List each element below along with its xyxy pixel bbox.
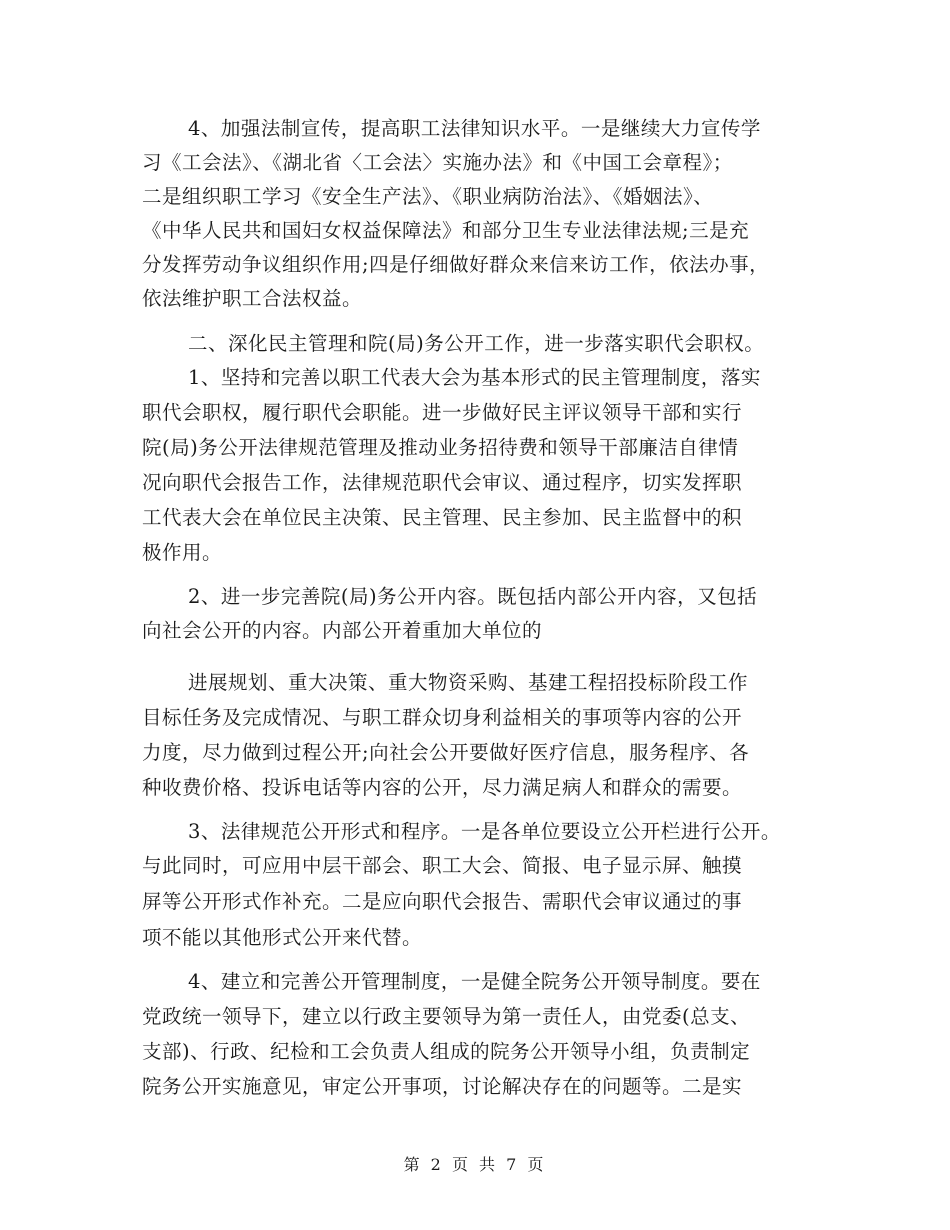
text-line: 向社会公开的内容。内部公开着重加大单位的 [142,619,543,642]
text-line: 进展规划、重大决策、重大物资采购、基建工程招投标阶段工作 [188,671,749,694]
text-line: 况向职代会报告工作，法律规范职代会审议、通过程序，切实发挥职 [142,471,743,494]
text-line: 《中华人民共和国妇女权益保障法》和部分卫生专业法律法规;三是充 [142,219,750,242]
text-line: 3、法律规范公开形式和程序。一是各单位要设立公开栏进行公开。 [188,820,781,843]
text-line: 院务公开实施意见，审定公开事项，讨论解决存在的问题等。二是实 [142,1075,743,1098]
text-line: 2、进一步完善院(局)务公开内容。既包括内部公开内容，又包括 [188,585,758,608]
page-number: 第 2 页 共 7 页 [403,1155,547,1174]
text-line: 种收费价格、投诉电话等内容的公开，尽力满足病人和群众的需要。 [142,776,743,799]
text-line: 项不能以其他形式公开来代替。 [142,926,423,949]
text-line: 职代会职权，履行职代会职能。进一步做好民主评议领导干部和实行 [142,401,743,424]
text-line: 4、加强法制宣传，提高职工法律知识水平。一是继续大力宣传学 [188,117,761,140]
text-line: 二是组织职工学习《安全生产法》、《职业病防治法》、《婚姻法》、 [142,185,714,208]
text-line: 极作用。 [142,541,223,564]
text-line: 习《工会法》、《湖北省〈工会法〉实施办法》和《中国工会章程》； [142,151,733,174]
text-line: 支部)、行政、纪检和工会负责人组成的院务公开领导小组，负责制定 [142,1040,751,1063]
text-line: 与此同时，可应用中层干部会、职工大会、简报、电子显示屏、触摸 [142,854,743,877]
text-line: 目标任务及完成情况、与职工群众切身利益相关的事项等内容的公开 [142,706,743,729]
text-line: 1、坚持和完善以职工代表大会为基本形式的民主管理制度，落实 [188,366,761,389]
text-line: 屏等公开形式作补充。二是应向职代会报告、需职代会审议通过的事 [142,890,743,913]
text-line: 院(局)务公开法律规范管理及推动业务招待费和领导干部廉洁自律情 [142,436,739,459]
text-line: 工代表大会在单位民主决策、民主管理、民主参加、民主监督中的积 [142,506,743,529]
text-line: 力度，尽力做到过程公开;向社会公开要做好医疗信息，服务程序、各 [142,741,750,764]
text-line: 分发挥劳动争议组织作用;四是仔细做好群众来信来访工作，依法办事， [142,253,770,276]
text-line: 党政统一领导下，建立以行政主要领导为第一责任人，由党委(总支、 [142,1005,751,1028]
text-line: 4、建立和完善公开管理制度，一是健全院务公开领导制度。要在 [188,970,761,993]
text-line: 依法维护职工合法权益。 [142,287,363,310]
section-heading: 二、深化民主管理和院(局)务公开工作，进一步落实职代会职权。 [188,332,765,355]
